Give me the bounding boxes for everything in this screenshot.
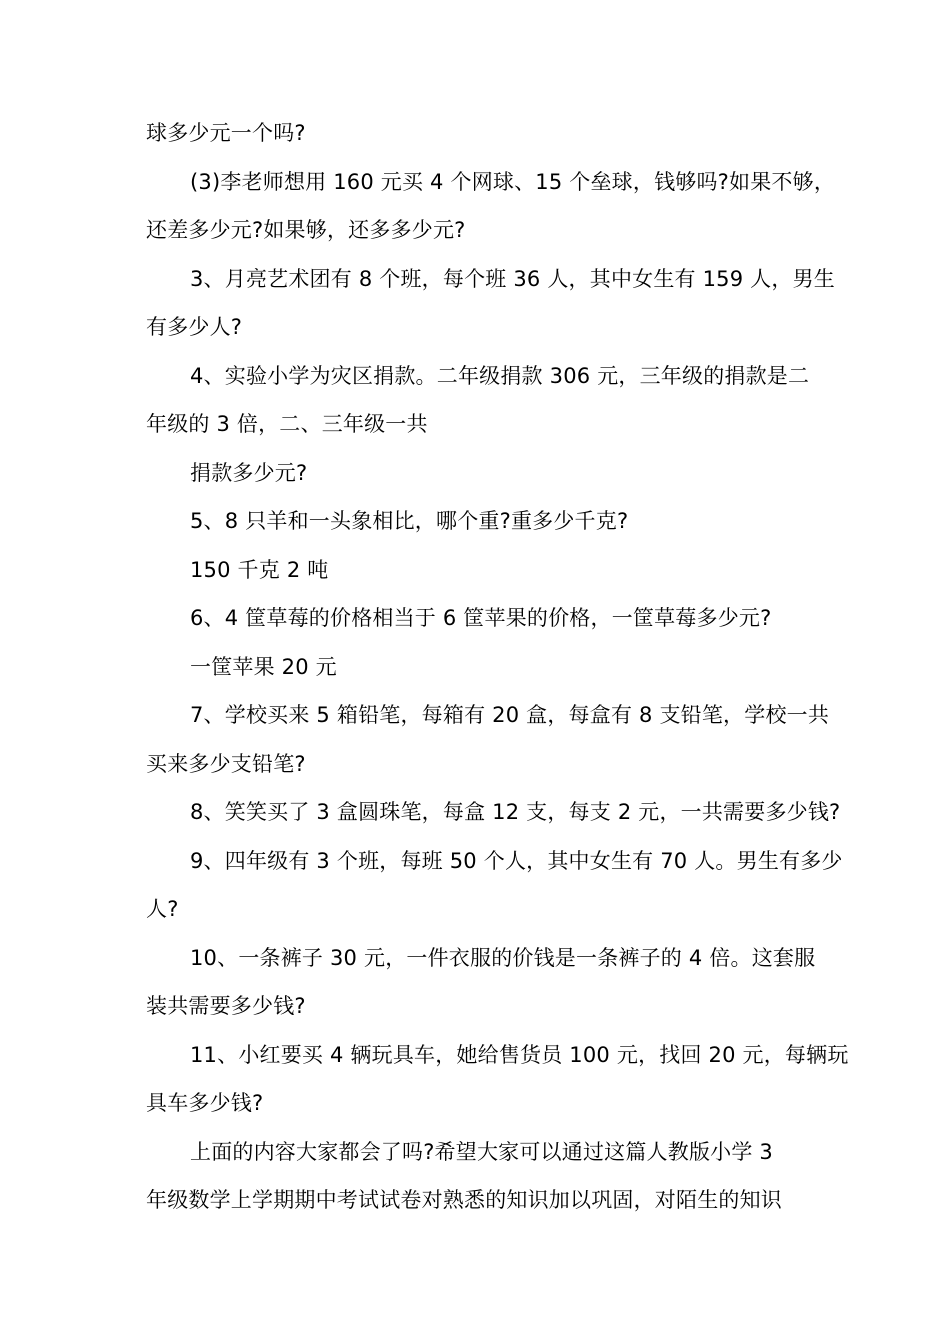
text-line: 5、8 只羊和一头象相比，哪个重?重多少千克? [190,509,629,533]
text-line: 4、实验小学为灾区捐款。二年级捐款 306 元，三年级的捐款是二 [190,364,810,388]
text-line: 球多少元一个吗? [146,121,306,145]
text-line: (3)李老师想用 160 元买 4 个网球、15 个垒球，钱够吗?如果不够， [190,170,836,194]
text-line: 上面的内容大家都会了吗?希望大家可以通过这篇人教版小学 3 [190,1140,773,1164]
text-line: 具车多少钱? [146,1091,264,1115]
text-line: 3、月亮艺术团有 8 个班，每个班 36 人，其中女生有 159 人，男生 [190,267,835,291]
text-line: 还差多少元?如果够，还多多少元? [146,218,466,242]
text-line: 年级的 3 倍，二、三年级一共 [146,412,428,436]
text-line: 7、学校买来 5 箱铅笔，每箱有 20 盒，每盒有 8 支铅笔，学校一共 [190,703,830,727]
text-line: 装共需要多少钱? [146,994,306,1018]
text-line: 捐款多少元? [190,461,308,485]
text-line: 9、四年级有 3 个班，每班 50 个人，其中女生有 70 人。男生有多少 [190,849,843,873]
text-line: 8、笑笑买了 3 盒圆珠笔，每盒 12 支，每支 2 元，一共需要多少钱? [190,800,841,824]
text-line: 年级数学上学期期中考试试卷对熟悉的知识加以巩固，对陌生的知识 [146,1188,782,1212]
text-line: 150 千克 2 吨 [190,558,329,582]
text-line: 有多少人? [146,315,243,339]
text-line: 一筐苹果 20 元 [190,655,337,679]
text-line: 11、小红要买 4 辆玩具车，她给售货员 100 元，找回 20 元，每辆玩 [190,1043,849,1067]
text-line: 买来多少支铅笔? [146,752,306,776]
text-line: 6、4 筐草莓的价格相当于 6 筐苹果的价格，一筐草莓多少元? [190,606,772,630]
text-line: 人? [146,897,179,921]
text-line: 10、一条裤子 30 元，一件衣服的价钱是一条裤子的 4 倍。这套服 [190,946,816,970]
